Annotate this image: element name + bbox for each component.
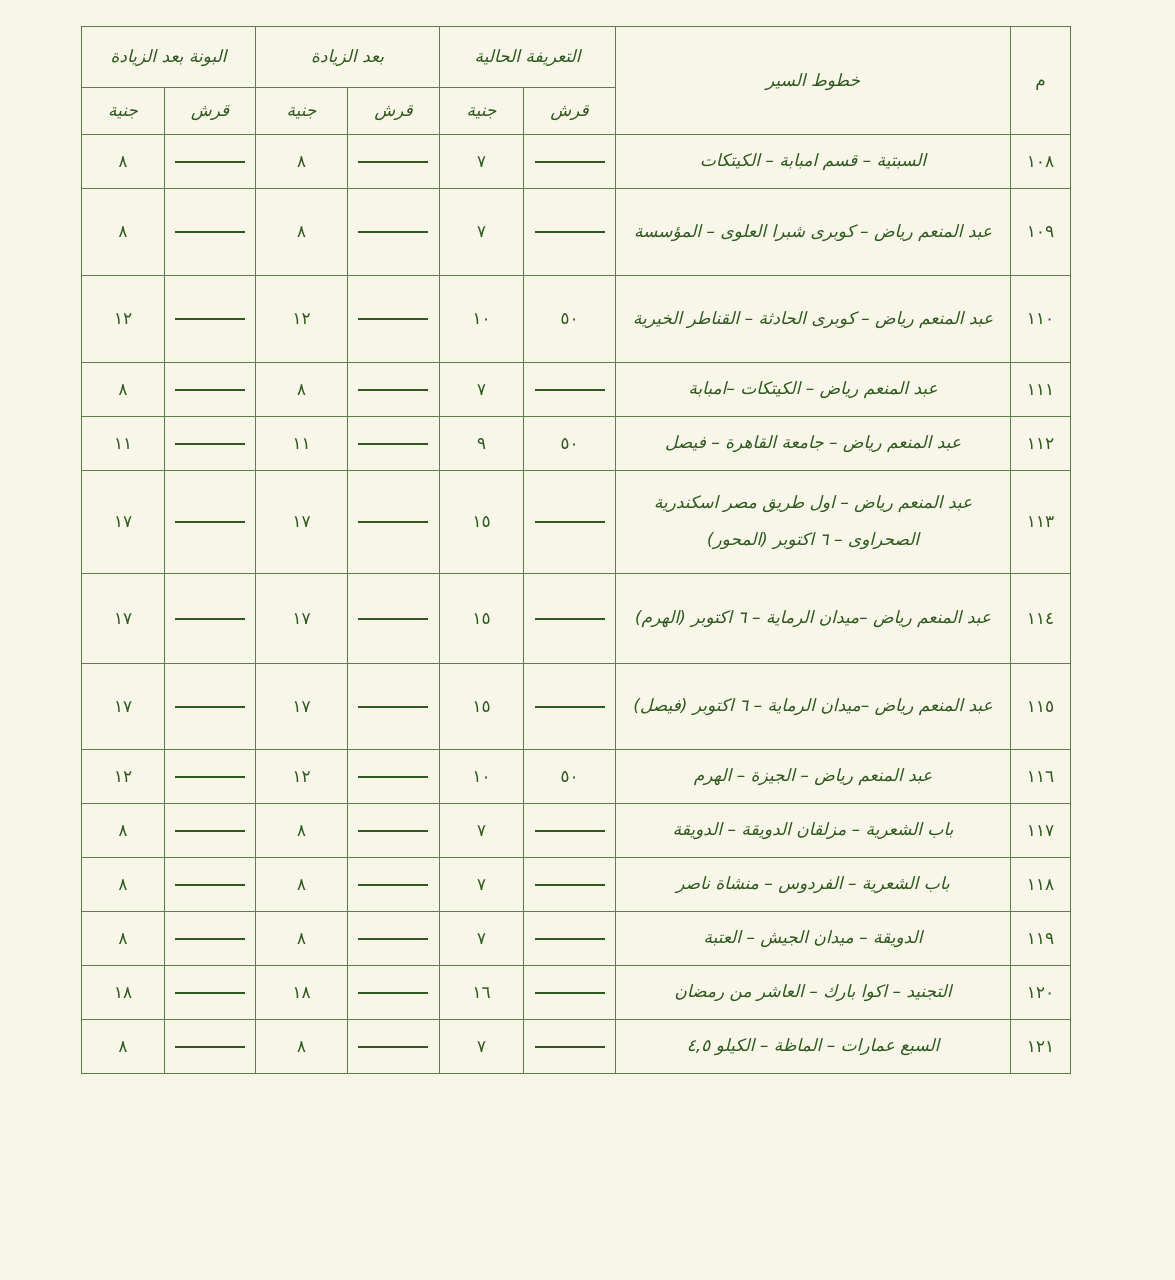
header-coupon-piaster: قرش [164,88,255,135]
row-coupon-pound: ١٧ [81,574,164,664]
header-after-increase: بعد الزيادة [255,27,439,88]
empty-value-dash [358,618,428,620]
empty-value-dash [358,443,428,445]
empty-value-dash [175,706,245,708]
empty-value-dash [358,706,428,708]
row-route: عبد المنعم رياض – الكيتكات –امبابة [616,363,1011,417]
row-coupon-pound: ٨ [81,363,164,417]
table-row [81,750,1070,804]
row-number: ١١٥ [1011,664,1071,750]
row-current-piaster [524,912,616,966]
row-route: عبد المنعم رياض – كوبرى شبرا العلوى – المؤسسة [616,189,1011,276]
row-after-pound: ٨ [255,1020,347,1074]
row-after-piaster [347,1020,439,1074]
row-after-piaster [347,966,439,1020]
row-number: ١٢٠ [1011,966,1071,1020]
row-current-piaster: ٥٠ [524,750,616,804]
header-route: خطوط السير [616,27,1011,135]
row-after-piaster [347,189,439,276]
row-number: ١١٩ [1011,912,1071,966]
header-current-piaster: قرش [524,88,616,135]
empty-value-dash [535,706,605,708]
row-after-pound: ٨ [255,912,347,966]
row-number: ١١٨ [1011,858,1071,912]
header-coupon-after-increase: البونة بعد الزيادة [81,27,255,88]
row-number: ١١١ [1011,363,1071,417]
empty-value-dash [358,318,428,320]
row-after-pound: ٨ [255,858,347,912]
row-current-piaster [524,363,616,417]
empty-value-dash [358,231,428,233]
row-current-pound: ١٥ [439,574,523,664]
row-after-pound: ١٢ [255,276,347,363]
empty-value-dash [358,1046,428,1048]
row-current-pound: ١٥ [439,664,523,750]
row-current-pound: ٩ [439,417,523,471]
row-coupon-pound: ١٧ [81,471,164,574]
empty-value-dash [358,389,428,391]
empty-value-dash [175,618,245,620]
row-current-pound: ٧ [439,135,523,189]
row-route: عبد المنعم رياض – جامعة القاهرة – فيصل [616,417,1011,471]
table-row [81,471,1070,574]
row-current-piaster [524,804,616,858]
row-after-pound: ٨ [255,363,347,417]
empty-value-dash [535,618,605,620]
row-coupon-pound: ٨ [81,858,164,912]
row-coupon-piaster [164,574,255,664]
table-row [81,135,1070,189]
row-after-pound: ١٨ [255,966,347,1020]
header-number: م [1011,27,1071,135]
row-coupon-pound: ١١ [81,417,164,471]
row-coupon-piaster [164,417,255,471]
row-coupon-pound: ٨ [81,135,164,189]
row-route: السبتية – قسم امبابة – الكيتكات [616,135,1011,189]
empty-value-dash [535,161,605,163]
row-after-pound: ١٧ [255,664,347,750]
table-row [81,664,1070,750]
empty-value-dash [535,389,605,391]
empty-value-dash [175,231,245,233]
row-current-piaster [524,966,616,1020]
row-after-piaster [347,417,439,471]
row-after-pound: ٨ [255,804,347,858]
row-current-piaster: ٥٠ [524,276,616,363]
empty-value-dash [175,830,245,832]
row-current-pound: ٧ [439,804,523,858]
row-route: عبد المنعم رياض – الجيزة – الهرم [616,750,1011,804]
row-number: ١٠٩ [1011,189,1071,276]
row-after-piaster [347,135,439,189]
row-route: باب الشعرية – مزلقان الدويقة – الدويقة [616,804,1011,858]
row-number: ١٠٨ [1011,135,1071,189]
row-after-piaster [347,276,439,363]
empty-value-dash [535,830,605,832]
row-after-piaster [347,471,439,574]
row-after-piaster [347,574,439,664]
row-route: التجنيد – اكوا بارك – العاشر من رمضان [616,966,1011,1020]
row-current-pound: ٧ [439,189,523,276]
table-row [81,276,1070,363]
row-current-piaster [524,135,616,189]
empty-value-dash [535,521,605,523]
row-current-pound: ٧ [439,363,523,417]
table-row [81,417,1070,471]
empty-value-dash [535,992,605,994]
empty-value-dash [175,521,245,523]
row-current-pound: ١٥ [439,471,523,574]
row-number: ١١٤ [1011,574,1071,664]
row-coupon-pound: ٨ [81,912,164,966]
empty-value-dash [535,1046,605,1048]
row-coupon-piaster [164,804,255,858]
empty-value-dash [535,231,605,233]
row-coupon-piaster [164,471,255,574]
row-number: ١١٦ [1011,750,1071,804]
row-coupon-piaster [164,135,255,189]
fare-table [81,26,1071,1074]
row-after-piaster [347,804,439,858]
row-coupon-pound: ١٨ [81,966,164,1020]
row-number: ١١٠ [1011,276,1071,363]
row-current-pound: ٧ [439,1020,523,1074]
empty-value-dash [175,938,245,940]
row-current-piaster [524,664,616,750]
row-current-pound: ٧ [439,858,523,912]
empty-value-dash [358,938,428,940]
row-route: الدويقة – ميدان الجيش – العتبة [616,912,1011,966]
table-row [81,189,1070,276]
row-current-piaster [524,574,616,664]
empty-value-dash [175,1046,245,1048]
header-current-pound: جنية [439,88,523,135]
row-route: عبد المنعم رياض –ميدان الرماية – ٦ اكتوبر (فيصل) [616,664,1011,750]
row-coupon-pound: ١٢ [81,750,164,804]
row-after-pound: ٨ [255,189,347,276]
row-after-piaster [347,664,439,750]
row-coupon-piaster [164,912,255,966]
row-coupon-piaster [164,858,255,912]
empty-value-dash [535,938,605,940]
row-coupon-pound: ١٢ [81,276,164,363]
empty-value-dash [175,389,245,391]
empty-value-dash [358,830,428,832]
header-after-piaster: قرش [347,88,439,135]
row-after-piaster [347,750,439,804]
row-coupon-piaster [164,966,255,1020]
row-after-piaster [347,363,439,417]
row-current-piaster [524,471,616,574]
row-coupon-piaster [164,1020,255,1074]
row-coupon-piaster [164,363,255,417]
empty-value-dash [358,884,428,886]
row-current-pound: ١٠ [439,750,523,804]
empty-value-dash [358,776,428,778]
row-route: باب الشعرية – الفردوس – منشاة ناصر [616,858,1011,912]
empty-value-dash [535,884,605,886]
row-route: عبد المنعم رياض – اول طريق مصر اسكندرية الصحراوى – ٦ اكتوبر (المحور) [616,471,1011,574]
row-after-pound: ١٧ [255,574,347,664]
row-current-piaster [524,189,616,276]
header-coupon-pound: جنية [81,88,164,135]
empty-value-dash [175,992,245,994]
row-number: ١١٣ [1011,471,1071,574]
row-current-pound: ١٠ [439,276,523,363]
empty-value-dash [175,161,245,163]
empty-value-dash [358,992,428,994]
empty-value-dash [358,161,428,163]
empty-value-dash [175,884,245,886]
row-after-pound: ١٢ [255,750,347,804]
row-coupon-pound: ١٧ [81,664,164,750]
header-after-pound: جنية [255,88,347,135]
empty-value-dash [175,776,245,778]
row-coupon-pound: ٨ [81,804,164,858]
row-number: ١٢١ [1011,1020,1071,1074]
table-row [81,858,1070,912]
row-after-piaster [347,912,439,966]
row-current-pound: ١٦ [439,966,523,1020]
row-coupon-pound: ٨ [81,189,164,276]
row-number: ١١٧ [1011,804,1071,858]
empty-value-dash [358,521,428,523]
row-route: السبع عمارات – الماظة – الكيلو ٤,٥ [616,1020,1011,1074]
row-current-piaster [524,858,616,912]
row-after-piaster [347,858,439,912]
row-after-pound: ١٧ [255,471,347,574]
header-current-fare: التعريفة الحالية [439,27,615,88]
table-row [81,574,1070,664]
row-after-pound: ٨ [255,135,347,189]
table-row [81,363,1070,417]
row-after-pound: ١١ [255,417,347,471]
empty-value-dash [175,443,245,445]
empty-value-dash [175,318,245,320]
row-route: عبد المنعم رياض – كوبرى الحادثة – القناطر الخيرية [616,276,1011,363]
row-current-piaster: ٥٠ [524,417,616,471]
table-row [81,912,1070,966]
table-row [81,1020,1070,1074]
row-coupon-pound: ٨ [81,1020,164,1074]
row-coupon-piaster [164,189,255,276]
row-current-piaster [524,1020,616,1074]
row-number: ١١٢ [1011,417,1071,471]
fare-table-body [81,135,1070,1074]
row-coupon-piaster [164,664,255,750]
row-route: عبد المنعم رياض –ميدان الرماية – ٦ اكتوبر (الهرم) [616,574,1011,664]
row-current-pound: ٧ [439,912,523,966]
table-row [81,966,1070,1020]
row-coupon-piaster [164,750,255,804]
row-coupon-piaster [164,276,255,363]
table-row [81,804,1070,858]
